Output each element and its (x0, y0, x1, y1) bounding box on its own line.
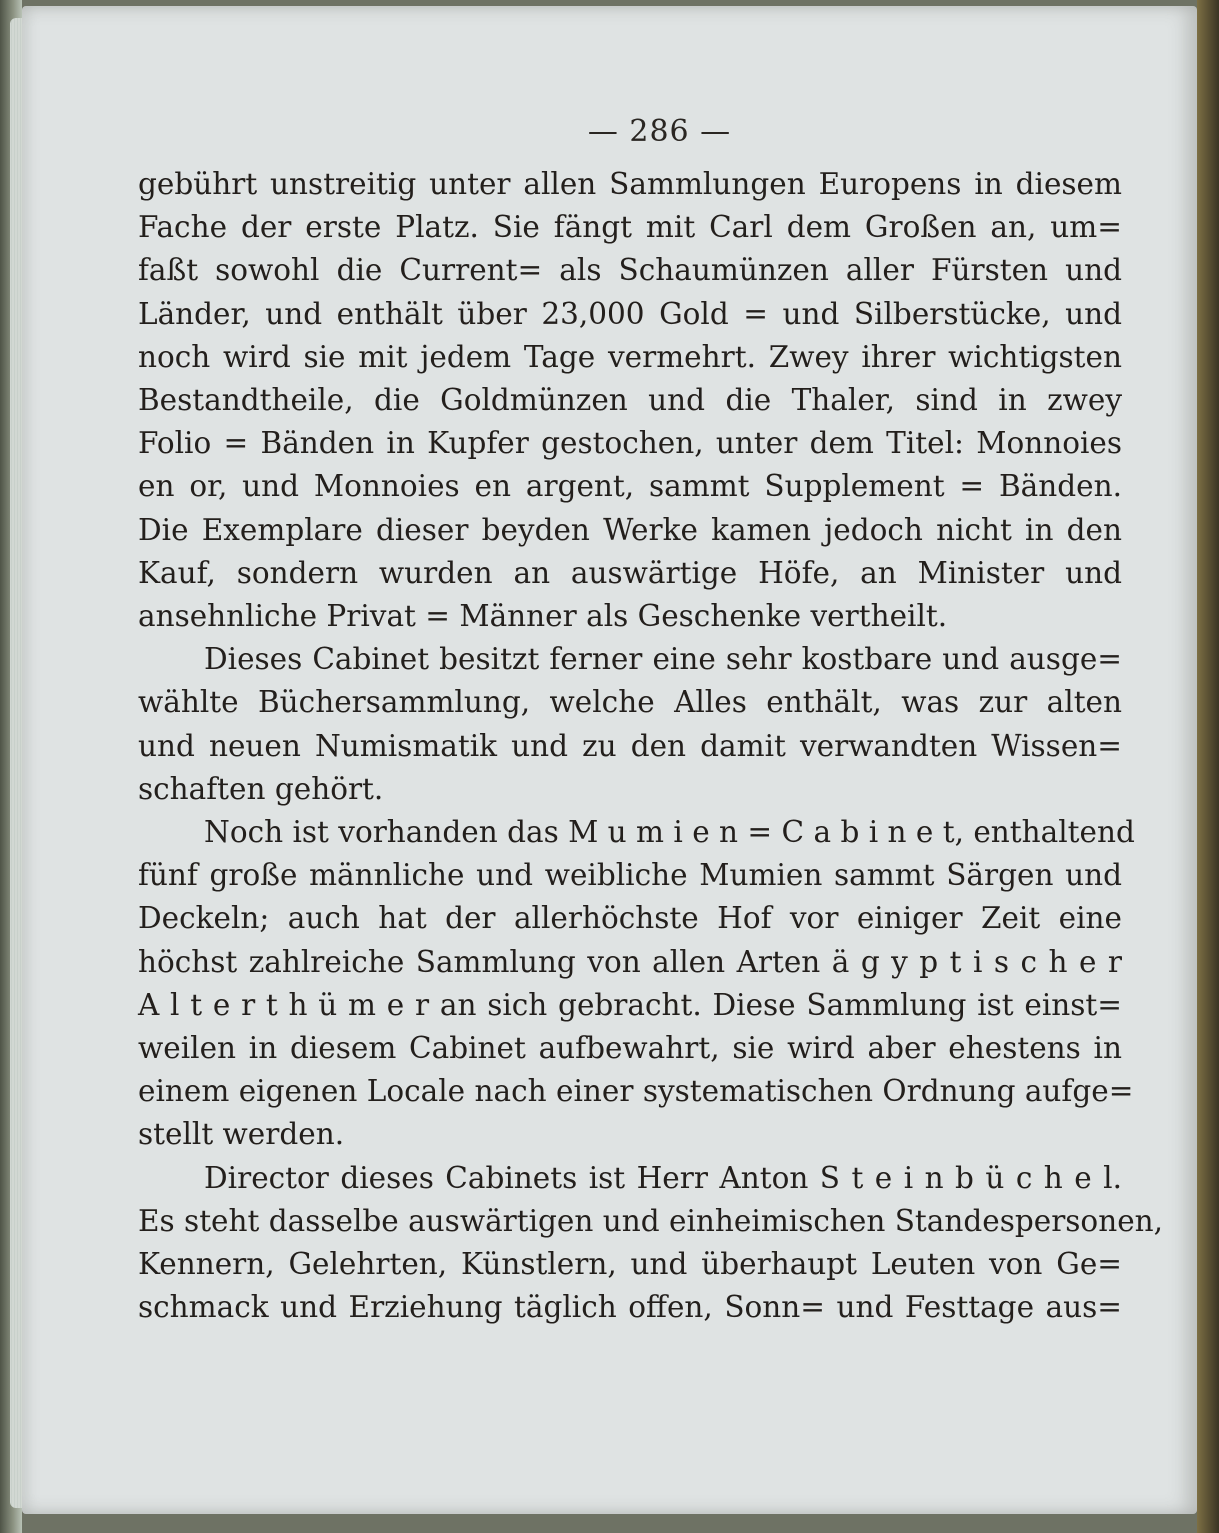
book-cover-right (1197, 0, 1219, 1533)
paragraph-4 (138, 1157, 1164, 1330)
text-line: ansehnliche Privat = Männer als Geschenke vertheilt. (138, 599, 948, 634)
text-line: en or, und Monnoies en argent, sammt Supplement = Bänden. (138, 469, 1122, 504)
text-line: faßt sowohl die Current= als Schaumünzen aller Fürsten und (138, 253, 1122, 288)
text-line: Folio = Bänden in Kupfer gestochen, unter dem Titel: Monnoies (138, 426, 1122, 461)
text-line: Director dieses Cabinets ist Herr Anton S t e i n b ü c h e l. (204, 1160, 1122, 1195)
text-line: stellt werden. (138, 1117, 345, 1152)
paragraph-2 (138, 638, 1122, 811)
text-line: schaften gehört. (138, 771, 384, 806)
text-line: Fache der erste Platz. Sie fängt mit Carl dem Großen an, um= (138, 210, 1122, 245)
text-line: fünf große männliche und weibliche Mumien sammt Särgen und (138, 858, 1122, 893)
text-line: und neuen Numismatik und zu den damit verwandten Wissen= (138, 728, 1122, 763)
text-line: Länder, und enthält über 23,000 Gold = und Silberstücke, und (138, 296, 1122, 331)
text-line: Noch ist vorhanden das M u m i e n = C a b i n e t, enthaltend (204, 815, 1135, 850)
text-line: Die Exemplare dieser beyden Werke kamen jedoch nicht in den (138, 512, 1122, 547)
text-line: noch wird sie mit jedem Tage vermehrt. Zwey ihrer wichtigsten (138, 339, 1122, 374)
text-line: schmack und Erziehung täglich offen, Sonn= und Festtage aus= (138, 1290, 1122, 1325)
text-line: Bestandtheile, die Goldmünzen und die Thaler, sind in zwey (138, 383, 1122, 418)
paragraph-1 (138, 163, 1122, 638)
text-line: weilen in diesem Cabinet aufbewahrt, sie wird aber ehestens in (138, 1031, 1122, 1066)
text-line: höchst zahlreiche Sammlung von allen Arten ä g y p t i s c h e r (138, 944, 1122, 979)
page-number: — 286 — (587, 114, 732, 149)
text-line: einem eigenen Locale nach einer systematischen Ordnung aufge= (138, 1074, 1134, 1109)
text-line: Kennern, Gelehrten, Künstlern, und überhaupt Leuten von Ge= (138, 1247, 1122, 1282)
text-line: Kauf, sondern wurden an auswärtige Höfe, an Minister und (138, 555, 1122, 590)
page-body-text (138, 163, 1164, 1329)
text-line: A l t e r t h ü m e r an sich gebracht. Diese Sammlung ist einst= (138, 987, 1122, 1022)
text-line: wählte Büchersammlung, welche Alles enthält, was zur alten (138, 685, 1122, 720)
text-line: Dieses Cabinet besitzt ferner eine sehr kostbare und ausge= (204, 642, 1122, 677)
text-line: Deckeln; auch hat der allerhöchste Hof vor einiger Zeit eine (138, 901, 1122, 936)
text-line: Es steht dasselbe auswärtigen und einheimischen Standespersonen, (138, 1203, 1164, 1238)
text-line: gebührt unstreitig unter allen Sammlungen Europens in diesem (138, 167, 1122, 201)
paragraph-3 (138, 811, 1135, 1157)
